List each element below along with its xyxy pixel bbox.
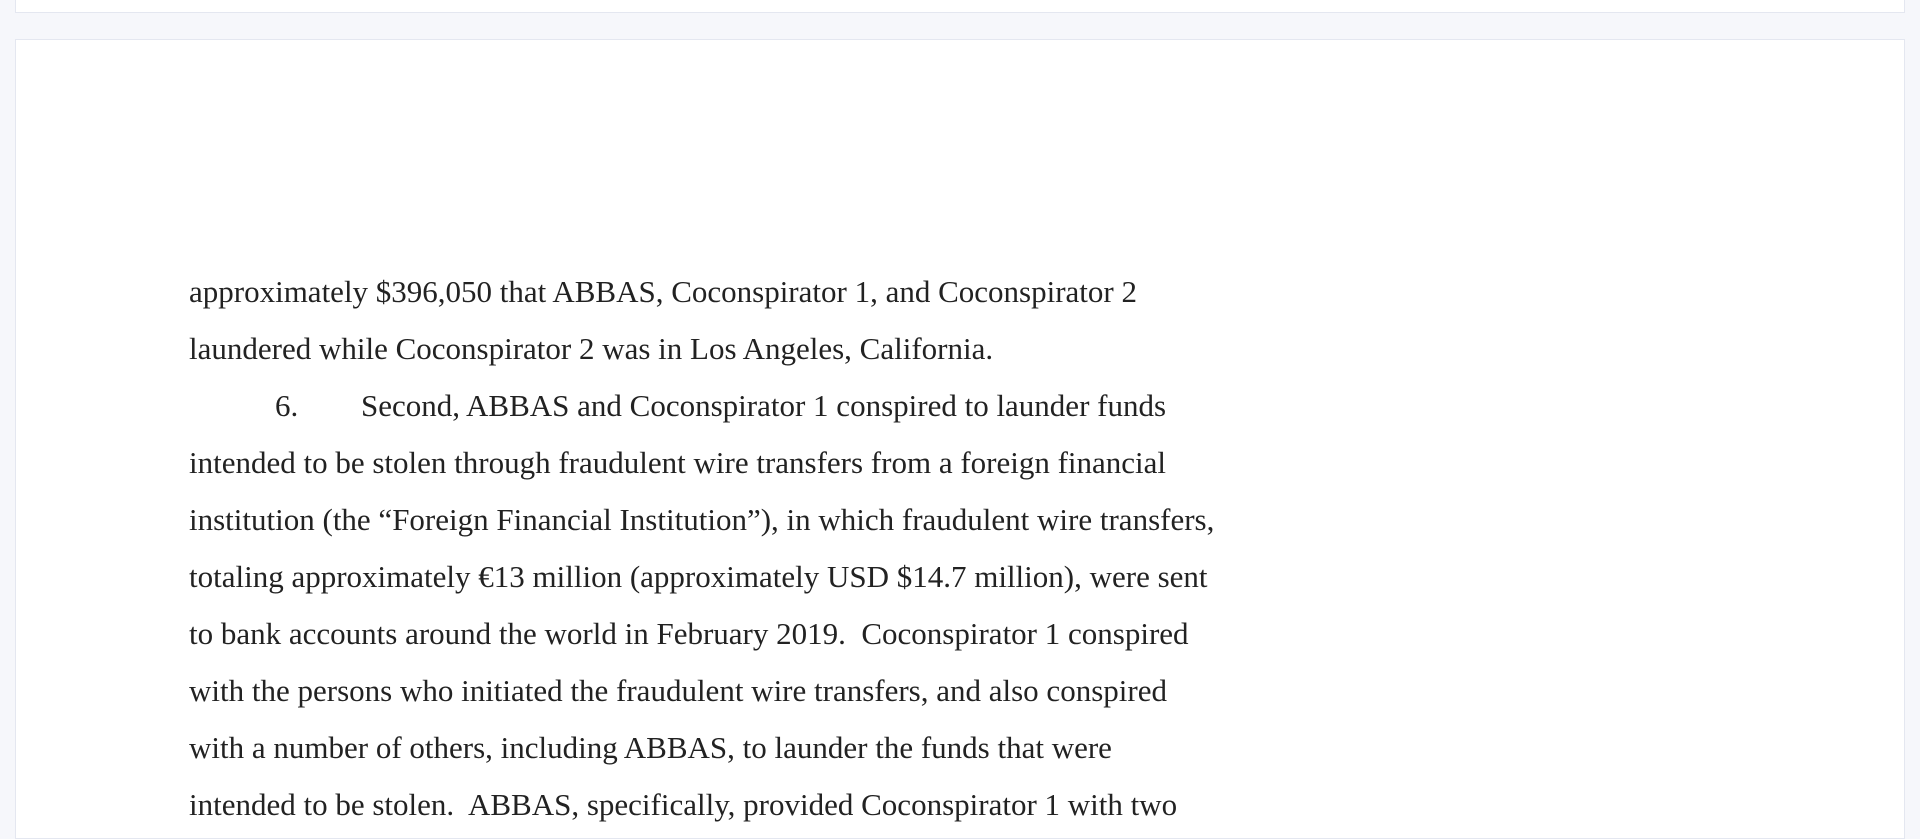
text-line: laundered while Coconspirator 2 was in Los Angeles, California. (189, 331, 994, 366)
text-line: with a number of others, including ABBAS, to launder the funds that were (189, 730, 1112, 765)
text-line: to bank accounts around the world in February 2019. Coconspirator 1 conspired (189, 616, 1189, 651)
paragraph-number: 6. (275, 388, 299, 423)
previous-page (15, 0, 1905, 13)
paragraph-first-line (189, 377, 1389, 434)
text-line: intended to be stolen. ABBAS, specifically, provided Coconspirator 1 with two (189, 787, 1178, 822)
text-line: intended to be stolen through fraudulent wire transfers from a foreign financial (189, 445, 1167, 480)
text-line: totaling approximately €13 million (approximately USD $14.7 million), were sent (189, 559, 1208, 594)
document-page (15, 39, 1905, 839)
text-line: approximately $396,050 that ABBAS, Coconspirator 1, and Coconspirator 2 (189, 274, 1137, 309)
page-text (189, 263, 1389, 833)
text-line: institution (the “Foreign Financial Institution”), in which fraudulent wire transfers, (189, 502, 1215, 537)
text-line: with the persons who initiated the fraudulent wire transfers, and also conspired (189, 673, 1167, 708)
paragraph-first-line-text: Second, ABBAS and Coconspirator 1 conspired to launder funds (361, 388, 1167, 423)
